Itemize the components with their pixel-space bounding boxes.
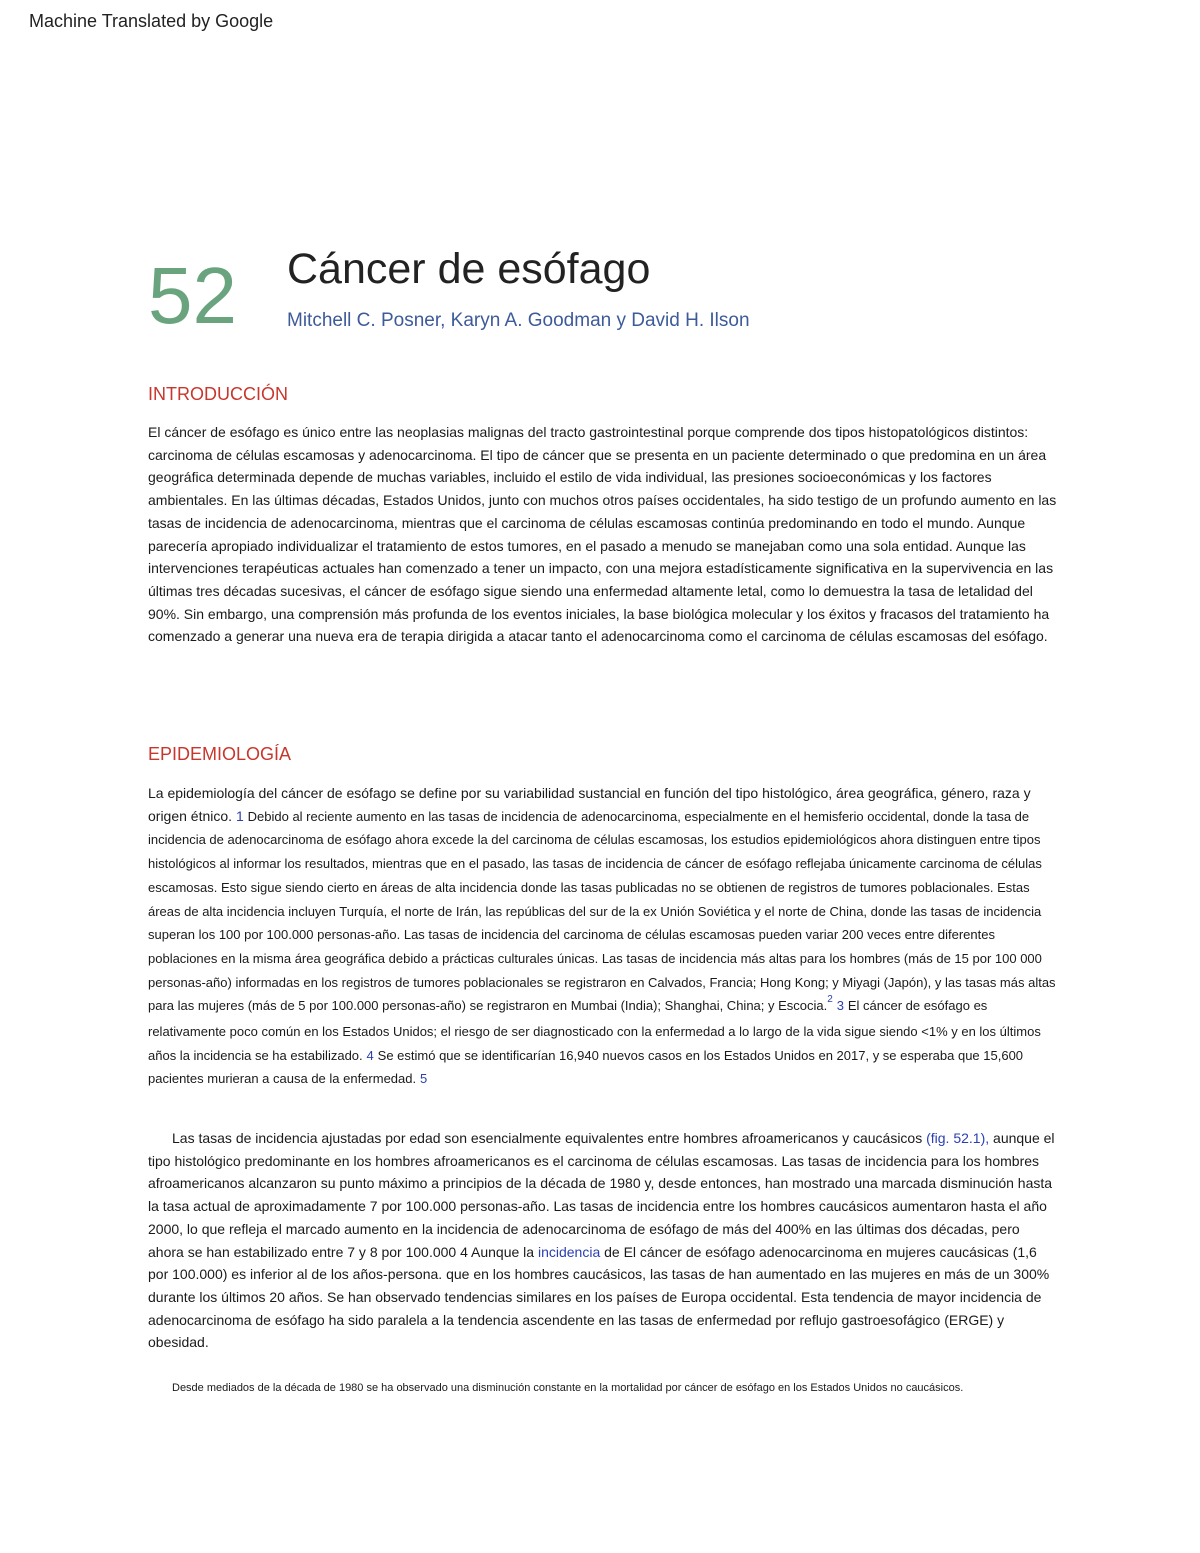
chapter-title: Cáncer de esófago (287, 245, 651, 293)
intro-paragraph: El cáncer de esófago es único entre las neoplasias malignas del tracto gastrointestinal porque comprende dos tipos histopatológicos distintos: carcinoma de células escamosas y adenocarcinoma. El tipo de cáncer que se presenta en un paciente determinado o que predomina en un área geográfica determinada depende de muchas variables, incluido el estilo de vida individual, las presiones socioeconómicas y los factores ambientales. En las últimas décadas, Estados Unidos, junto con muchos otros países occidentales, ha sido testigo de un profundo aumento en las tasas de incidencia de adenocarcinoma, mientras que el carcinoma de células escamosas continúa predominando en todo el mundo. Aunque parecería apropiado individualizar el tratamiento de estos tumores, en el pasado a menudo se manejaban como una sola entidad. Aunque las intervenciones terapéuticas actuales han comenzado a tener un impacto, con una mejora estadísticamente significativa en la supervivencia en las últimas tres décadas sucesivas, el cáncer de esófago sigue siendo una enfermedad altamente letal, como lo demuestra la tasa de letalidad del 90%. Sin embargo, una comprensión más profunda de los eventos iniciales, la base biológica molecular y los éxitos y fracasos del tratamiento ha comenzado a generar una nueva era de terapia dirigida a atacar tanto el adenocarcinoma como el carcinoma de células escamosas del esófago. (148, 424, 1057, 645)
epidemiology-heading: EPIDEMIOLOGÍA (148, 744, 292, 764)
citation-ref-2[interactable]: 2 (827, 994, 833, 1006)
incidencia-link[interactable]: incidencia (537, 1243, 601, 1260)
chapter-number: 52 (148, 251, 237, 340)
citation-ref-5[interactable]: 5 (420, 1071, 428, 1087)
citation-ref-1[interactable]: 1 (235, 807, 244, 824)
epi-text-2b: aunque el tipo histológico predominante en los hombres afroamericanos es el carcinoma de células escamosas. Las tasas de incidencia para los hombres afroamericanos alcanzaron su punto máximo a principios de la década de 1980 y, desde entonces, han mostrado una marcada disminución hasta la tasa actual de aproximadamente 7 por 100.000 personas-año. Las tasas de incidencia entre los hombres caucásicos aumentaron hasta el año 2000, lo que refleja el marcado aumento en la incidencia de adenocarcinoma de esófago de más del 400% en las últimas dos décadas, pero ahora se han estabilizado entre 7 y 8 por 100.000 4 Aunque la (148, 1130, 1055, 1260)
epi-text-2c: de El cáncer de esófago adenocarcinoma en mujeres caucásicas (1,6 por 100.000) es inferior al de los años-persona. que en los hombres caucásicos, las tasas de han aumentado en las mujeres en más de un 300% durante los últimos 20 años. Se han observado tendencias similares en los países de Europa occidental. Esta tendencia de mayor incidencia de adenocarcinoma de esófago ha sido paralela a la tendencia ascendente en las tasas de enfermedad por reflujo gastroesofágico (ERGE) y obesidad. (148, 1243, 1050, 1351)
watermark: Machine Translated by Google (29, 11, 274, 31)
citation-ref-4[interactable]: 4 (366, 1047, 374, 1063)
intro-heading: INTRODUCCIÓN (148, 384, 288, 404)
epi-text-1a: La epidemiología del cáncer de esófago se define por su variabilidad sustancial en función del tipo histológico, área geográfica, género, raza y origen étnico. (148, 785, 1031, 824)
epi-text-1e: Se estimó que se identificarían 16,940 nuevos casos en los Estados Unidos en 2017, y se esperaba que 15,600 pacientes murieran a causa de la enfermedad. (148, 1047, 1024, 1087)
chapter-authors: Mitchell C. Posner, Karyn A. Goodman y David H. Ilson (287, 310, 750, 331)
epi-text-1b: Debido al reciente aumento en las tasas de incidencia de (247, 808, 578, 824)
epi-text-1d: El cáncer de esófago es relativamente poco común en los Estados Unidos; el riesgo de ser diagnosticado con la enfermedad a lo largo de la vida sigue siendo <1% y en los últimos años la incidencia se ha estabilizado. (148, 998, 1041, 1063)
epidemiology-paragraph-2 (148, 1127, 1058, 1354)
figure-caption: Desde mediados de la década de 1980 se ha observado una disminución constante en la mortalidad por cáncer de esófago en los Estados Unidos no caucásicos. (172, 1382, 964, 1394)
epi-text-2a: Las tasas de incidencia ajustadas por edad son esencialmente equivalentes entre hombres afroamericanos y caucásicos (172, 1130, 923, 1146)
epi-text-1c: adenocarcinoma, especialmente en el hemisferio occidental, donde la tasa de incidencia de adenocarcinoma de esófago ahora excede la del carcinoma de células escamosas, los estudios epidemiológicos ahora distinguen entre tipos histológicos al informar los resultados, mientras que en el pasado, las tasas de incidencia de cáncer de esófago reflejaba únicamente carcinoma de células escamosas. Esto sigue siendo cierto en áreas de alta incidencia donde las tasas publicadas no se obtienen de registros de tumores poblacionales. Estas áreas de alta incidencia incluyen Turquía, el norte de Irán, las repúblicas del sur de la ex Unión Soviética y el norte de China, donde las tasas de incidencia superan los 100 por 100.000 personas-año. Las tasas de incidencia del carcinoma de células escamosas pueden variar 200 veces entre diferentes poblaciones en la misma área geográfica debido a prácticas culturales únicas. Las tasas de incidencia más altas para los hombres (más de 15 por 100 000 personas-año) informadas en los registros de tumores poblacionales se registraron en Calvados, Francia; Hong Kong; y Miyagi (Japón), y las tasas más altas para las mujeres (más de 5 por 100.000 personas-año) se registraron en Mumbai (India); Shanghai, China; y Escocia. (148, 808, 1056, 1014)
figure-link[interactable]: (fig. 52.1), (926, 1130, 990, 1146)
epidemiology-paragraph-1 (148, 782, 1058, 1091)
citation-ref-3[interactable]: 3 (836, 998, 844, 1014)
